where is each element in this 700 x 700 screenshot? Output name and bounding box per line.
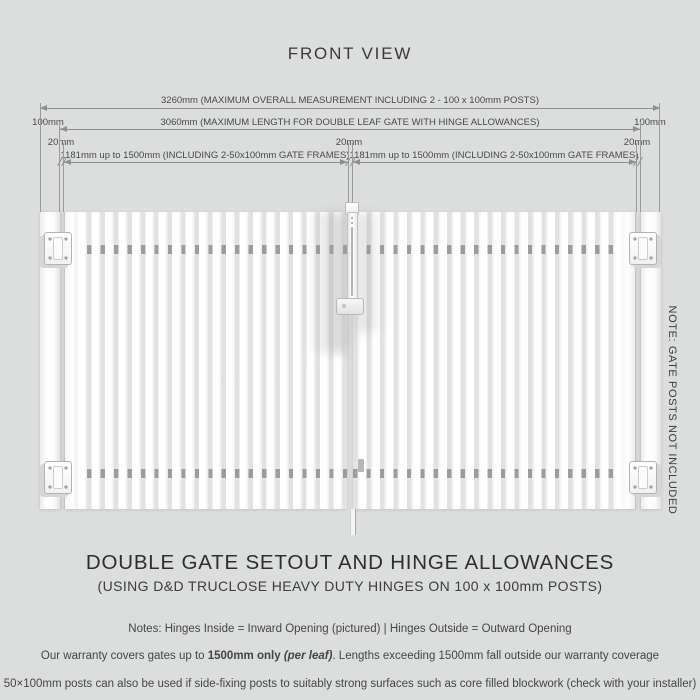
dim-label-leaf-left: 1181mm up to 1500mm (INCLUDING 2-50x100mm GATE FRAMES) [60,150,350,161]
note-warranty [0,650,700,662]
dim-line-inner [60,129,640,130]
dim-line-leaf-right [353,162,636,163]
hinge-bottom-left [44,461,72,494]
note-warranty-suffix: . Lengths exceeding 1500mm fall outside our warranty coverage [332,650,660,662]
dim-line-leaf-left [64,162,347,163]
hinge-top-left [44,232,72,265]
gate-leaf-right [353,212,636,509]
latch-body [347,212,358,303]
dim-label-post-left: 100mm [32,117,64,128]
latch-lock [336,298,364,315]
dim-label-post-right: 100mm [634,117,666,128]
note-opening: Notes: Hinges Inside = Inward Opening (pictured) | Hinges Outside = Outward Opening [128,623,572,635]
hinge-top-right [629,232,657,265]
latch-shadow [306,213,346,353]
dim-label-inner: 3060mm (MAXIMUM LENGTH FOR DOUBLE LEAF GATE WITH HINGE ALLOWANCES) [160,117,540,128]
extension-line [659,103,660,212]
page-title: FRONT VIEW [287,44,413,63]
dim-line-overall [40,108,660,109]
extension-line [348,143,349,204]
extension-line [59,122,60,212]
note-posts: 50×100mm posts can also be used if side-fixing posts to suitably strong surfaces such as core filled blockwork (check with your installer) [3,678,697,690]
extension-line [63,143,64,212]
gate-leaf-left [64,212,347,509]
extension-line [40,103,41,212]
latch-shadow [357,213,387,333]
extension-line [636,143,637,212]
dim-label-gap-left: 20mm [47,137,75,148]
dim-label-gap-center: 20mm [335,137,363,148]
drop-bolt-guide [358,459,364,472]
dim-label-leaf-right: 1181mm up to 1500mm (INCLUDING 2-50x100mm GATE FRAMES) [349,150,639,161]
hinge-bottom-right [629,461,657,494]
main-heading: DOUBLE GATE SETOUT AND HINGE ALLOWANCES [85,551,615,574]
note-warranty-prefix: Our warranty covers gates up to [40,650,208,662]
gate-posts-note: NOTE: GATE POSTS NOT INCLUDED [666,305,678,515]
sub-heading: (USING D&D TRUCLOSE HEAVY DUTY HINGES ON 100 x 100mm POSTS) [97,578,603,594]
dim-label-overall: 3260mm (MAXIMUM OVERALL MEASUREMENT INCLUDING 2 - 100 x 100mm POSTS) [161,95,539,106]
extension-line [352,143,353,204]
dim-label-gap-right: 20mm [623,137,651,148]
note-warranty-bold: 1500mm only [207,650,284,662]
note-warranty-bold-italic: (per leaf) [283,650,333,662]
gate-slats [353,212,622,509]
extension-line [640,122,641,212]
drop-bolt [350,509,356,535]
